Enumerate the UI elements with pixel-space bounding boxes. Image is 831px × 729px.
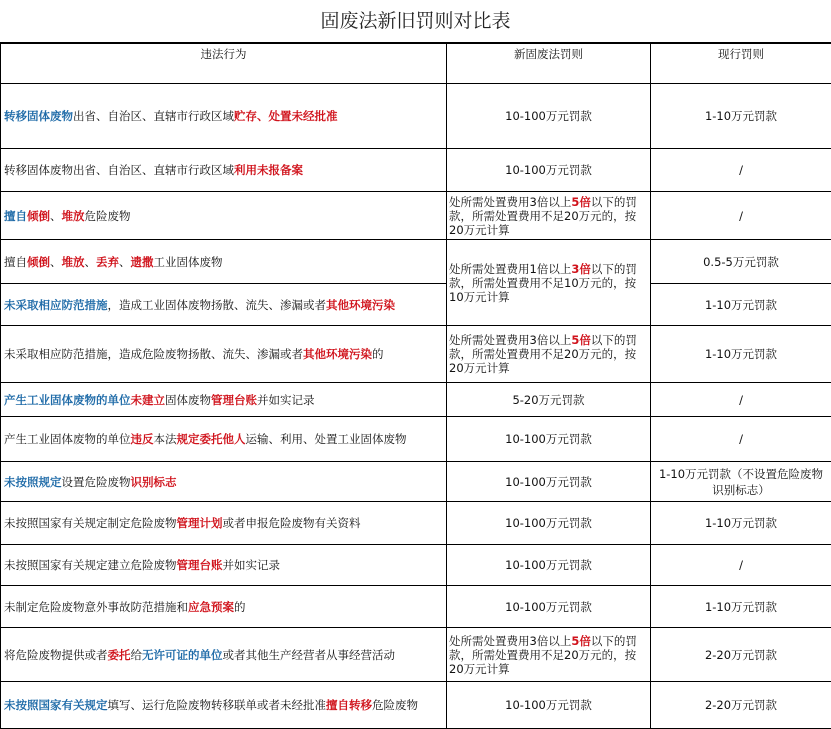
violation-cell <box>1 502 447 545</box>
text-segment: ，造成工业固体废物扬散、流失、渗漏或者 <box>108 298 327 312</box>
highlight-blue: 产生工业固体废物的单位 <box>4 393 131 407</box>
text-segment: 并如实记录 <box>257 393 315 407</box>
highlight-red: 堆放 <box>62 209 85 223</box>
new-penalty-cell: 10-100万元罚款 <box>447 417 651 462</box>
new-penalty-cell: 10-100万元罚款 <box>447 586 651 628</box>
table-row <box>1 417 831 462</box>
highlight-red: 遗撒 <box>131 255 154 269</box>
table-row <box>1 240 831 284</box>
violation-cell <box>1 586 447 628</box>
old-penalty-cell: 1-10万元罚款 <box>651 586 831 628</box>
text-segment: 、 <box>50 209 62 223</box>
text-segment: 并如实记录 <box>223 558 281 572</box>
highlight-red: 倾倒 <box>27 209 50 223</box>
text-segment: 或者申报危险废物有关资料 <box>223 516 361 530</box>
new-penalty-cell: 10-100万元罚款 <box>447 462 651 502</box>
table-row <box>1 502 831 545</box>
highlight-red: 应急预案 <box>188 600 234 614</box>
highlight-red: 管理计划 <box>177 516 223 530</box>
text-segment: 设置危险废物 <box>62 475 131 489</box>
old-penalty-cell: 2-20万元罚款 <box>651 628 831 682</box>
table-row <box>1 149 831 192</box>
header-old: 现行罚则 <box>651 44 831 84</box>
old-penalty-cell: / <box>651 383 831 417</box>
highlight-red: 贮存、处置未经批准 <box>234 109 338 123</box>
new-penalty-cell: 10-100万元罚款 <box>447 545 651 586</box>
violation-cell <box>1 240 447 284</box>
text-segment: 处所需处置费用3倍以上 <box>449 634 571 648</box>
text-segment: 未采取相应防范措施，造成危险废物扬散、流失、渗漏或者 <box>4 347 303 361</box>
highlight-red: 擅自转移 <box>326 698 372 712</box>
text-segment: 以下的罚款，所需处置费用不足20万元的，按20万元计算 <box>449 195 637 237</box>
header-act: 违法行为 <box>1 44 447 84</box>
text-segment: 危险废物 <box>85 209 131 223</box>
old-penalty-cell: 0.5-5万元罚款 <box>651 240 831 284</box>
highlight-red: 5倍 <box>571 333 591 347</box>
penalty-table <box>0 43 831 729</box>
table-row <box>1 462 831 502</box>
highlight-red: 委托 <box>108 648 131 662</box>
text-segment: 未制定危险废物意外事故防范措施和 <box>4 600 188 614</box>
new-penalty-cell: 10-100万元罚款 <box>447 149 651 192</box>
highlight-red: 其他环境污染 <box>303 347 372 361</box>
old-penalty-cell: 2-20万元罚款 <box>651 682 831 729</box>
text-segment: 产生工业固体废物的单位 <box>4 432 131 446</box>
highlight-red: 其他环境污染 <box>326 298 395 312</box>
table-row <box>1 628 831 682</box>
header-row <box>1 44 831 84</box>
old-penalty-cell: / <box>651 545 831 586</box>
text-segment: 给 <box>131 648 143 662</box>
text-segment: 工业固体废物 <box>154 255 223 269</box>
new-penalty-cell <box>447 240 651 326</box>
highlight-red: 未建立 <box>131 393 166 407</box>
text-segment: 处所需处置费用3倍以上 <box>449 195 571 209</box>
new-penalty-cell: 10-100万元罚款 <box>447 682 651 729</box>
table-row <box>1 586 831 628</box>
new-penalty-cell <box>447 326 651 383</box>
violation-cell <box>1 417 447 462</box>
violation-cell <box>1 383 447 417</box>
old-penalty-cell: / <box>651 417 831 462</box>
highlight-red: 管理台账 <box>211 393 257 407</box>
highlight-red: 5倍 <box>571 195 591 209</box>
highlight-blue: 无许可证的单位 <box>142 648 223 662</box>
text-segment: 未按照国家有关规定建立危险废物 <box>4 558 177 572</box>
text-segment: 固体废物 <box>165 393 211 407</box>
text-segment: 、 <box>85 255 97 269</box>
table-row <box>1 84 831 149</box>
highlight-blue: 未采取相应防范措施 <box>4 298 108 312</box>
highlight-blue: 未按照国家有关规定 <box>4 698 108 712</box>
highlight-red: 倾倒 <box>27 255 50 269</box>
text-segment: 以下的罚款，所需处置费用不足20万元的，按20万元计算 <box>449 333 637 375</box>
table-row <box>1 326 831 383</box>
table-body <box>1 84 831 729</box>
highlight-red: 堆放 <box>62 255 85 269</box>
header-new: 新固废法罚则 <box>447 44 651 84</box>
text-segment: 本法 <box>154 432 177 446</box>
highlight-red: 5倍 <box>571 634 591 648</box>
old-penalty-cell: / <box>651 192 831 240</box>
text-segment: 、 <box>119 255 131 269</box>
highlight-red: 违反 <box>131 432 154 446</box>
violation-cell <box>1 192 447 240</box>
new-penalty-cell <box>447 628 651 682</box>
text-segment: 转移固体废物出省、自治区、直辖市行政区域 <box>4 163 234 177</box>
highlight-red: 识别标志 <box>131 475 177 489</box>
old-penalty-cell: 1-10万元罚款 <box>651 502 831 545</box>
text-segment: 未按照国家有关规定制定危险废物 <box>4 516 177 530</box>
page-title: 固废法新旧罚则对比表 <box>0 0 831 43</box>
new-penalty-cell: 10-100万元罚款 <box>447 84 651 149</box>
table-row <box>1 192 831 240</box>
new-penalty-cell <box>447 192 651 240</box>
text-segment: 擅自 <box>4 255 27 269</box>
old-penalty-cell: / <box>651 149 831 192</box>
highlight-red: 丢弃 <box>96 255 119 269</box>
text-segment: 填写、运行危险废物转移联单或者未经批准 <box>108 698 327 712</box>
text-segment: 以下的罚款，所需处置费用不足20万元的，按20万元计算 <box>449 634 637 676</box>
text-segment: 、 <box>50 255 62 269</box>
table-row <box>1 545 831 586</box>
highlight-blue: 擅自 <box>4 209 27 223</box>
violation-cell <box>1 682 447 729</box>
highlight-blue: 未按照规定 <box>4 475 62 489</box>
violation-cell <box>1 84 447 149</box>
old-penalty-cell: 1-10万元罚款 <box>651 84 831 149</box>
violation-cell <box>1 628 447 682</box>
text-segment: 将危险废物提供或者 <box>4 648 108 662</box>
old-penalty-cell: 1-10万元罚款 <box>651 326 831 383</box>
text-segment: 危险废物 <box>372 698 418 712</box>
table-row <box>1 383 831 417</box>
violation-cell <box>1 284 447 326</box>
text-segment: 的 <box>234 600 246 614</box>
violation-cell <box>1 545 447 586</box>
table-row <box>1 682 831 729</box>
text-segment: 运输、利用、处置工业固体废物 <box>246 432 407 446</box>
violation-cell <box>1 462 447 502</box>
highlight-red: 3倍 <box>571 262 591 276</box>
table-row <box>1 284 831 326</box>
old-penalty-cell: 1-10万元罚款（不设置危险废物识别标志） <box>651 462 831 502</box>
highlight-red: 利用未报备案 <box>234 163 303 177</box>
violation-cell <box>1 149 447 192</box>
old-penalty-cell: 1-10万元罚款 <box>651 284 831 326</box>
violation-cell <box>1 326 447 383</box>
text-segment: 的 <box>372 347 384 361</box>
text-segment: 处所需处置费用3倍以上 <box>449 333 571 347</box>
highlight-blue: 转移固体废物 <box>4 109 73 123</box>
highlight-red: 规定委托他人 <box>177 432 246 446</box>
text-segment: 以下的罚款，所需处置费用不足10万元的，按10万元计算 <box>449 262 637 304</box>
text-segment: 处所需处置费用1倍以上 <box>449 262 571 276</box>
new-penalty-cell: 10-100万元罚款 <box>447 502 651 545</box>
text-segment: 或者其他生产经营者从事经营活动 <box>223 648 396 662</box>
highlight-red: 管理台账 <box>177 558 223 572</box>
text-segment: 出省、自治区、直辖市行政区域 <box>73 109 234 123</box>
new-penalty-cell: 5-20万元罚款 <box>447 383 651 417</box>
